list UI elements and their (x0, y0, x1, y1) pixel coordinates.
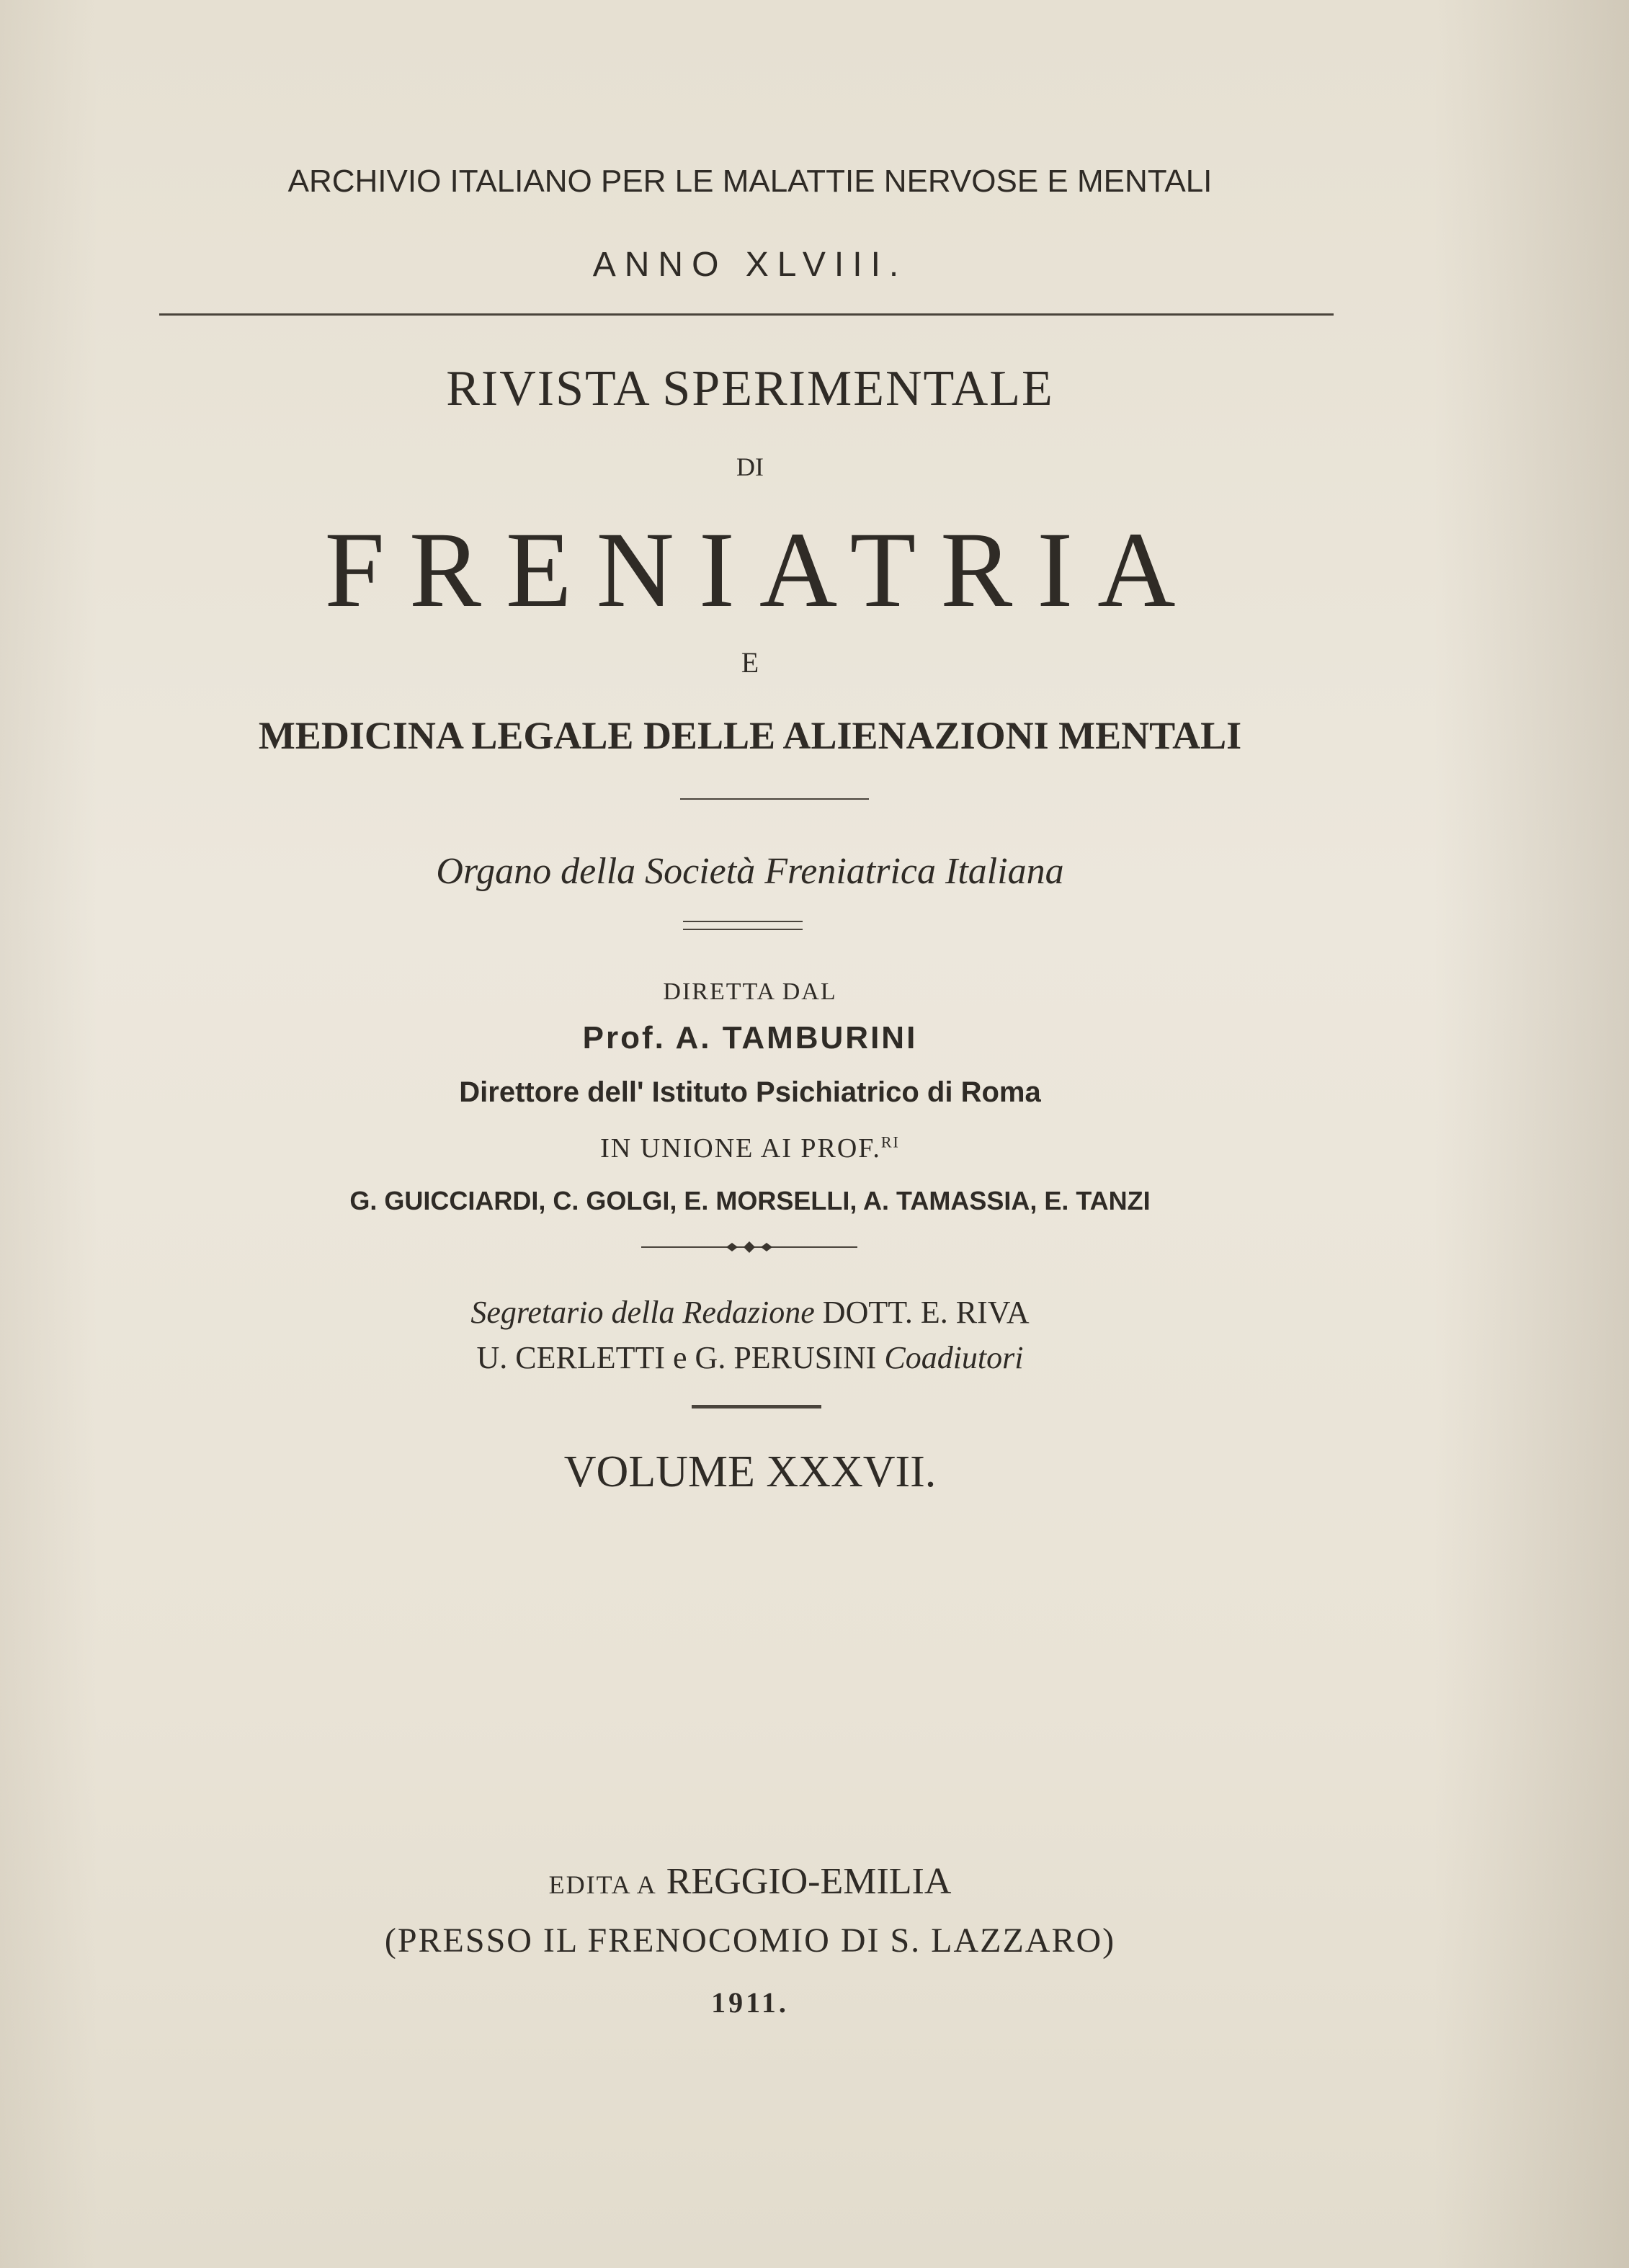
director-role: Direttore dell' Istituto Psichiatrico di Roma (459, 1076, 1041, 1108)
subtitle: MEDICINA LEGALE DELLE ALIENAZIONI MENTALI (258, 714, 1242, 757)
title-line1: RIVISTA SPERIMENTALE (446, 361, 1054, 416)
volume: VOLUME XXXVII. (563, 1447, 937, 1496)
divider (159, 313, 1334, 316)
anno: ANNO XLVIII. (592, 246, 908, 284)
director-name: Prof. A. TAMBURINI (582, 1020, 918, 1055)
title-page (159, 0, 1341, 2268)
main-title: FRENIATRIA (324, 510, 1200, 630)
collaborators-label: IN UNIONE AI PROF.$^{RI}$ (600, 1133, 900, 1164)
series-title: ARCHIVIO ITALIANO PER LE MALATTIE NERVOSE E MENTALI (287, 164, 1213, 199)
directed-by-label: DIRETTA DAL (663, 978, 837, 1005)
title-conj: E (741, 646, 759, 679)
imprint-city-line: EDITA A REGGIO-EMILIA (548, 1861, 952, 1902)
ornament-divider (641, 1236, 857, 1258)
collaborators: G. GUICCIARDI, C. GOLGI, E. MORSELLI, A. TAMASSIA, E. TANZI (349, 1186, 1151, 1215)
double-rule-top (683, 921, 803, 922)
double-rule-bottom (683, 929, 803, 930)
assistants-line: U. CERLETTI e G. PERUSINI Coadiutori (476, 1340, 1024, 1375)
title-line2: DI (736, 452, 764, 481)
thick-rule (692, 1405, 821, 1408)
short-rule (680, 798, 869, 800)
organ-line: Organo della Società Freniatrica Italiana (436, 851, 1064, 892)
imprint-year: 1911. (711, 1986, 789, 2019)
ornament-icon (641, 1236, 857, 1258)
secretary-line: Segretario della Redazione DOTT. E. RIVA (470, 1295, 1030, 1330)
imprint-place: (PRESSO IL FRENOCOMIO DI S. LAZZARO) (384, 1921, 1116, 1960)
